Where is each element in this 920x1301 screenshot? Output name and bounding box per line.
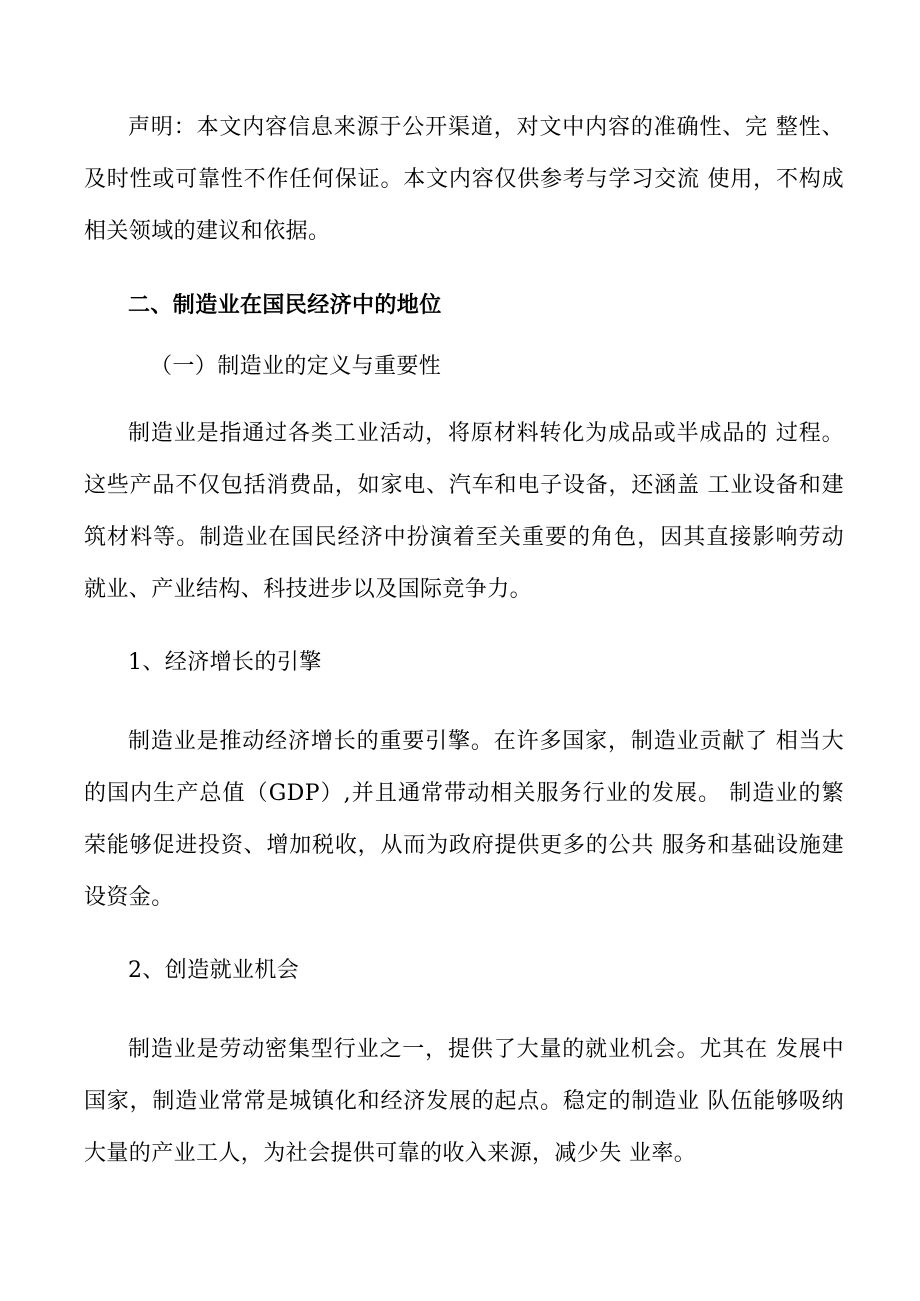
- intro-paragraph: 制造业是指通过各类工业活动，将原材料转化为成品或半成品的 过程。这些产品不仅包括消费品，如家电、汽车和电子设备，还涵盖 工业设备和建筑材料等。制造业在国民经济中扮演着至关重要的角色，因其直接影响劳动就业、产业结构、科技进步以及国际竞争力。: [84, 421, 844, 602]
- section-title: 二、制造业在国民经济中的地位: [128, 292, 442, 318]
- point1-paragraph: 制造业是推动经济增长的重要引擎。在许多国家，制造业贡献了 相当大的国内生产总值（GDP）,并且通常带动相关服务行业的发展。 制造业的繁荣能够促进投资、增加税收，从而为政府提供更多的公共 服务和基础设施建设资金。: [84, 729, 844, 910]
- point2-paragraph: 制造业是劳动密集型行业之一，提供了大量的就业机会。尤其在 发展中国家，制造业常常是城镇化和经济发展的起点。稳定的制造业 队伍能够吸纳大量的产业工人，为社会提供可靠的收入来源，减少失 业率。: [84, 1037, 844, 1166]
- point2-title: 2、创造就业机会: [128, 958, 300, 983]
- disclaimer-paragraph: 声明：本文内容信息来源于公开渠道，对文中内容的准确性、完 整性、及时性或可靠性不作任何保证。本文内容仅供参考与学习交流 使用，不构成相关领域的建议和依据。: [84, 115, 844, 244]
- point1-title: 1、经济增长的引擎: [128, 650, 322, 675]
- subsection-title: （一）制造业的定义与重要性: [150, 354, 442, 379]
